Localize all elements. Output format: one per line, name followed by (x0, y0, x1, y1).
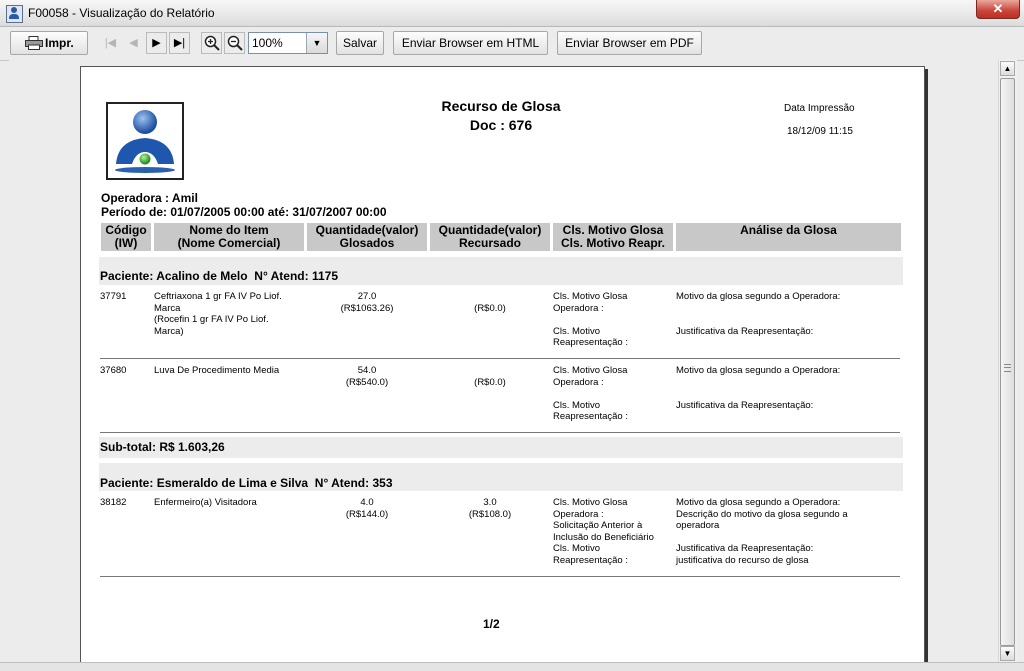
column-header-analise (676, 223, 901, 251)
row-qty: 54.0 (357, 365, 377, 376)
row-item-name: Marca) (154, 325, 184, 337)
chevron-down-icon[interactable]: ▼ (306, 33, 327, 53)
window-title-bar[interactable] (0, 0, 1024, 27)
row-analysis: Descrição do motivo da glosa segundo a (676, 508, 848, 520)
last-page-button[interactable] (169, 32, 190, 54)
scroll-up-button[interactable] (1000, 61, 1015, 76)
row-cls: Cls. Motivo Glosa (553, 365, 628, 376)
patient-label (100, 476, 393, 490)
patient-label-text: Paciente: (100, 269, 154, 283)
row-item-name: Marca (154, 302, 181, 314)
row-item-name: Luva De Procedimento Media (154, 365, 280, 376)
grip-icon (1004, 364, 1011, 372)
report-page (80, 66, 925, 662)
row-code: 37680 (100, 365, 127, 376)
row-qty-value: (R$144.0) (345, 508, 389, 520)
last-page-icon: ▶| (173, 37, 186, 49)
row-qty: 4.0 (360, 497, 374, 508)
subtotal-band (99, 437, 903, 458)
column-header-item-name (154, 223, 304, 251)
company-logo (106, 102, 184, 180)
vertical-scrollbar[interactable] (998, 60, 1017, 662)
row-rec-value: (R$0.0) (474, 376, 506, 388)
print-label: Impr. (45, 36, 74, 50)
column-header-line2: (IW) (114, 236, 138, 250)
column-header-line1: Cls. Motivo Glosa (562, 223, 664, 237)
next-page-button[interactable] (146, 32, 167, 54)
close-button[interactable]: ✕ (976, 0, 1020, 19)
next-page-icon: ▶ (152, 37, 161, 49)
column-header-line2: Cls. Motivo Reapr. (560, 236, 666, 250)
atend-label: N° Atend: (314, 476, 370, 490)
row-rec-value: (R$108.0) (468, 508, 512, 520)
row-item-name: Enfermeiro(a) Visitadora (154, 497, 257, 508)
previous-page-icon: ◀ (129, 37, 138, 49)
row-cls: Operadora : (553, 302, 604, 314)
row-qty-value: (R$1063.26) (340, 302, 394, 314)
column-header-line2: (Nome Comercial) (177, 236, 281, 250)
row-analysis: Motivo da glosa segundo a Operadora: (676, 365, 841, 376)
row-qty: 27.0 (357, 291, 377, 302)
row-analysis: Justificativa da Reapresentação: (676, 325, 814, 337)
row-analysis: operadora (676, 520, 720, 531)
column-header-line1: Nome do Item (189, 223, 269, 237)
column-header-code (101, 223, 151, 251)
row-cls: Operadora : (553, 508, 604, 520)
zoom-in-icon (204, 35, 220, 51)
row-cls: Solicitação Anterior à (553, 520, 643, 531)
row-divider (100, 358, 900, 359)
row-rec-value: (R$0.0) (474, 302, 506, 314)
row-divider (100, 432, 900, 433)
window-title: F00058 - Visualização do Relatório (28, 6, 215, 20)
row-cls: Cls. Motivo (553, 543, 600, 554)
row-cls: Reapresentação : (553, 554, 628, 566)
column-header-motivo (553, 223, 673, 251)
scroll-thumb[interactable] (1000, 78, 1015, 646)
previous-page-button[interactable] (123, 32, 144, 54)
row-rec: 3.0 (483, 497, 497, 508)
row-cls: Reapresentação : (553, 411, 628, 422)
column-header-line1: Análise da Glosa (740, 223, 837, 237)
zoom-select[interactable] (248, 32, 328, 54)
row-analysis: Motivo da glosa segundo a Operadora: (676, 497, 841, 508)
toolbar (0, 27, 1024, 61)
print-button[interactable] (10, 31, 88, 55)
column-header-line1: Quantidade(valor) (315, 223, 419, 237)
first-page-button[interactable] (100, 32, 121, 54)
scroll-down-button[interactable] (1000, 646, 1015, 661)
save-button[interactable]: Salvar (336, 31, 384, 55)
print-date-value: 18/12/09 11:15 (787, 126, 853, 137)
row-cls: Inclusão do Beneficiário (553, 531, 654, 543)
report-viewport[interactable] (9, 60, 998, 662)
arrow-down-icon: ▼ (1003, 649, 1012, 658)
period: Período de: 01/07/2005 00:00 até: 31/07/2007 00:00 (101, 205, 387, 219)
patient-label-text: Paciente: (100, 476, 154, 490)
row-analysis: Justificativa da Reapresentação: (676, 543, 814, 554)
zoom-in-button[interactable] (201, 32, 222, 54)
column-header-recursado (430, 223, 550, 251)
patient-band (99, 257, 903, 285)
column-header-line2: Recursado (458, 236, 522, 250)
column-header-glosados (307, 223, 427, 251)
app-icon (6, 5, 23, 23)
row-code: 38182 (100, 497, 127, 508)
row-cls: Reapresentação : (553, 337, 628, 348)
patient-name: Esmeraldo de Lima e Silva (156, 476, 309, 490)
row-cls: Cls. Motivo (553, 399, 600, 411)
atend-label: N° Atend: (254, 269, 309, 283)
subtotal: Sub-total: R$ 1.603,26 (100, 440, 225, 454)
zoom-out-button[interactable] (224, 32, 245, 54)
row-cls: Cls. Motivo Glosa (553, 497, 628, 508)
row-analysis: Justificativa da Reapresentação: (676, 399, 814, 411)
report-doc-number: Doc : 676 (469, 117, 533, 133)
column-header-line1: Quantidade(valor) (438, 223, 542, 237)
row-divider (100, 576, 900, 577)
patient-name: Acalino de Melo (156, 269, 248, 283)
row-item-name: Ceftriaxona 1 gr FA IV Po Liof. (154, 291, 282, 302)
arrow-up-icon: ▲ (1003, 64, 1012, 73)
row-cls: Operadora : (553, 376, 604, 388)
atend-number: 1175 (311, 269, 339, 283)
send-pdf-button[interactable]: Enviar Browser em PDF (557, 31, 702, 55)
patient-label (100, 269, 338, 283)
row-cls: Cls. Motivo Glosa (553, 291, 628, 302)
patient-band (99, 463, 903, 491)
row-qty-value: (R$540.0) (345, 376, 389, 388)
report-title: Recurso de Glosa (441, 98, 561, 114)
column-header-line1: Código (105, 223, 147, 237)
row-analysis: justificativa do recurso de glosa (676, 554, 809, 566)
page-number: 1/2 (483, 617, 500, 631)
row-code: 37791 (100, 291, 127, 302)
printer-icon (25, 36, 43, 50)
row-item-name: (Rocefin 1 gr FA IV Po Liof. (154, 314, 269, 325)
row-cls: Cls. Motivo (553, 325, 600, 337)
operator: Operadora : Amil (101, 191, 198, 205)
zoom-value: 100% (252, 36, 283, 50)
first-page-icon: |◀ (104, 37, 117, 49)
row-analysis: Motivo da glosa segundo a Operadora: (676, 291, 841, 302)
column-header-line2: Glosados (339, 236, 395, 250)
print-date-label: Data Impressão (784, 103, 855, 114)
send-html-button[interactable]: Enviar Browser em HTML (393, 31, 548, 55)
atend-number: 353 (372, 476, 393, 490)
zoom-out-icon (227, 35, 243, 51)
